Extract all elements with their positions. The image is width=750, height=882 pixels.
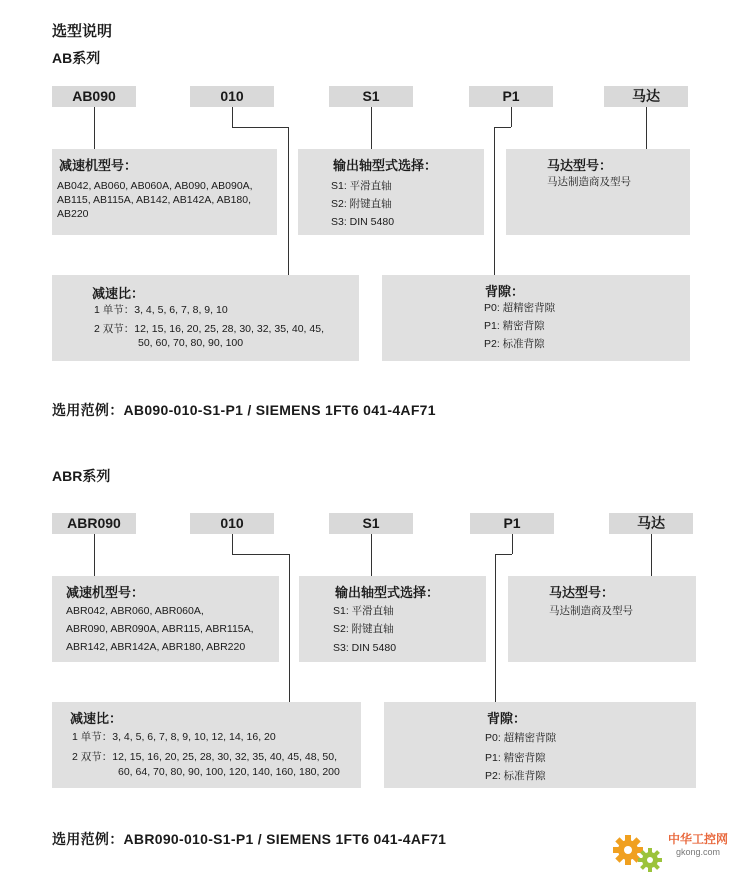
reduction-ratio-box [52,275,359,361]
connector-line [94,534,95,576]
reducer-model-box [52,149,277,235]
box-line: ABR042, ABR060, ABR060A, [66,605,204,617]
box-line: P1: 精密背隙 [484,320,545,332]
backlash-box [384,702,696,788]
box-title: 马达型号： [547,158,613,173]
connector-line [511,107,512,127]
box-title: 减速比： [70,711,123,726]
box-line: 1 单节：3, 4, 5, 6, 7, 8, 9, 10 [94,304,228,316]
code-ratio: 010 [190,86,274,107]
box-line: 马达制造商及型号 [547,176,631,188]
gear-icon [610,828,670,876]
connector-line [289,554,290,702]
box-line: 2 双节：12, 15, 16, 20, 25, 28, 30, 32, 35, 40, 45, [94,323,324,335]
box-title: 减速机型号： [66,585,145,600]
box-line: AB042, AB060, AB060A, AB090, AB090A, [57,180,253,192]
reduction-ratio-box [52,702,361,788]
output-shaft-box [299,576,486,662]
connector-line [232,127,288,128]
box-line: P0: 超精密背隙 [484,302,556,314]
reducer-model-box [52,576,279,662]
box-line: 50, 60, 70, 80, 90, 100 [138,337,244,349]
box-line: P2: 标准背隙 [484,338,545,350]
connector-line [494,127,511,128]
section-title: AB系列 [52,50,101,66]
box-line: 60, 64, 70, 80, 90, 100, 120, 140, 160, 180, 200 [118,766,340,778]
code-reducer-model: AB090 [52,86,136,107]
box-title: 输出轴型式选择： [333,158,438,173]
box-line: S3: DIN 5480 [333,642,397,654]
watermark [610,820,745,878]
box-title: 背隙： [487,711,527,726]
connector-line [371,534,372,576]
box-title: 减速机型号： [59,158,138,173]
code-ratio: 010 [190,513,274,534]
code-backlash: P1 [470,513,554,534]
box-line: P2: 标准背隙 [485,770,546,782]
box-line: P1: 精密背隙 [485,752,546,764]
box-line: AB220 [57,208,89,220]
section-title: ABR系列 [52,468,111,484]
box-title: 减速比： [92,286,145,301]
box-line: ABR090, ABR090A, ABR115, ABR115A, [66,623,254,635]
motor-model-box [508,576,696,662]
box-line: AB115, AB115A, AB142, AB142A, AB180, [57,194,252,206]
box-line: S1: 平滑直轴 [331,180,392,192]
box-line: S1: 平滑直轴 [333,605,394,617]
connector-line [288,127,289,275]
selection-example: 选用范例：ABR090-010-S1-P1 / SIEMENS 1FT6 041-4AF71 [52,831,447,847]
motor-model-box [506,149,690,235]
backlash-box [382,275,690,361]
code-reducer-model: ABR090 [52,513,136,534]
box-line: 1 单节：3, 4, 5, 6, 7, 8, 9, 10, 12, 14, 16, 20 [72,731,276,743]
code-motor: 马达 [604,86,688,107]
connector-line [495,554,512,555]
watermark-site: gkong.com [676,847,721,857]
code-shaft: S1 [329,513,413,534]
box-title: 输出轴型式选择： [335,585,440,600]
box-line: 马达制造商及型号 [549,605,633,617]
box-title: 马达型号： [549,585,615,600]
selection-example: 选用范例：AB090-010-S1-P1 / SIEMENS 1FT6 041-4AF71 [52,402,436,418]
connector-line [494,127,495,275]
box-line: 2 双节：12, 15, 16, 20, 25, 28, 30, 32, 35, 40, 45, 48, 50, [72,751,338,763]
connector-line [651,534,652,576]
watermark-brand: 中华工控网 [668,832,729,846]
connector-line [646,107,647,149]
box-title: 背隙： [485,284,525,299]
connector-line [94,107,95,149]
connector-line [232,107,233,127]
box-line: ABR142, ABR142A, ABR180, ABR220 [66,641,246,653]
code-shaft: S1 [329,86,413,107]
page-title: 选型说明 [52,23,113,40]
output-shaft-box [298,149,484,235]
box-line: S2: 附键直轴 [331,198,392,210]
box-line: S2: 附键直轴 [333,623,394,635]
connector-line [512,534,513,554]
connector-line [495,554,496,702]
connector-line [232,554,289,555]
connector-line [371,107,372,149]
code-motor: 马达 [609,513,693,534]
box-line: S3: DIN 5480 [331,216,395,228]
code-backlash: P1 [469,86,553,107]
box-line: P0: 超精密背隙 [485,732,557,744]
connector-line [232,534,233,554]
